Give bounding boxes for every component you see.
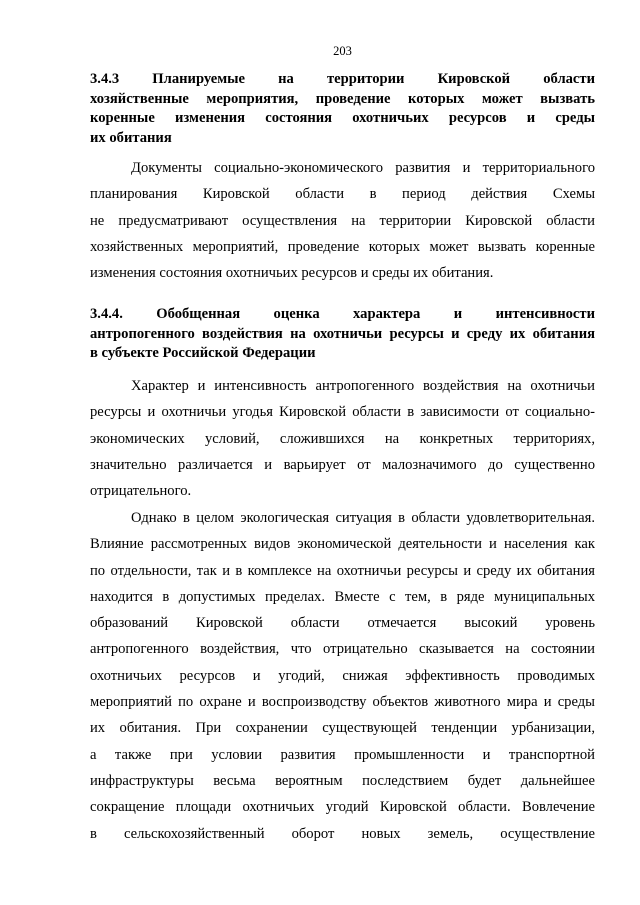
text-line: находится в допустимых пределах. Вместе с тем, в ряде муниципальных [90, 588, 595, 605]
text-line: инфраструктуры весьма вероятным последствием будет дальнейшее [90, 772, 595, 789]
text-line: Влияние рассмотренных видов экономической деятельности и населения как [90, 536, 595, 553]
heading-line: их обитания [90, 129, 172, 146]
section-heading-3-4-4 [90, 305, 595, 364]
heading-line: 3.4.3 Планируемые на территории Кировской области [90, 71, 595, 87]
text-line: их обитания. При сохранении существующей тенденции урбанизации, [90, 720, 595, 737]
text-line: сокращение площади охотничьих угодий Кировской области. Вовлечение [90, 799, 595, 816]
text-line: планирования Кировской области в период действия Схемы [90, 186, 595, 203]
text-line: мероприятий по охране и воспроизводству объектов животного мира и среды [90, 694, 595, 711]
text-line: по отдельности, так и в комплексе на охотничьи ресурсы и среду их обитания [90, 562, 595, 579]
section-3-4-3-paragraph [90, 155, 595, 286]
text-line: в сельскохозяйственный оборот новых земель, осуществление [90, 825, 595, 842]
text-line: образований Кировской области отмечается высокий уровень [90, 615, 595, 632]
text-line: хозяйственных мероприятий, проведение которых может вызвать коренные [90, 238, 595, 255]
text-line: Характер и интенсивность антропогенного воздействия на охотничьи [131, 378, 595, 394]
text-line: отрицательного. [90, 483, 192, 500]
text-line: антропогенного воздействия, что отрицательно сказывается на состоянии [90, 641, 595, 658]
heading-line: 3.4.4. Обобщенная оценка характера и интенсивности [90, 306, 595, 322]
text-line: не предусматривают осуществления на территории Кировской области [90, 212, 595, 229]
text-line: экономических условий, сложившихся на конкретных территориях, [90, 430, 595, 447]
text-line: Документы социально-экономического развития и территориального [131, 160, 595, 176]
text-line: охотничьих ресурсов и угодий, снижая эффективность проводимых [90, 667, 595, 684]
page-number: 203 [333, 44, 352, 58]
text-line: изменения состояния охотничьих ресурсов и среды их обитания. [90, 265, 494, 282]
section-3-4-4-paragraph-2 [90, 505, 595, 847]
text-line: ресурсы и охотничьи угодья Кировской области в зависимости от социально- [90, 404, 595, 421]
section-3-4-4-paragraph-1 [90, 373, 595, 504]
text-line: Однако в целом экологическая ситуация в области удовлетворительная. [131, 510, 595, 526]
heading-line: антропогенного воздействия на охотничьи ресурсы и среду их обитания [90, 325, 595, 342]
text-line: значительно различается и варьирует от малозначимого до существенно [90, 456, 595, 473]
heading-line: хозяйственные мероприятия, проведение которых может вызвать [90, 90, 595, 107]
section-heading-3-4-3 [90, 70, 595, 148]
text-line: а также при условии развития промышленности и транспортной [90, 746, 595, 763]
heading-line: коренные изменения состояния охотничьих ресурсов и среды [90, 110, 595, 126]
heading-line: в субъекте Российской Федерации [90, 345, 316, 361]
